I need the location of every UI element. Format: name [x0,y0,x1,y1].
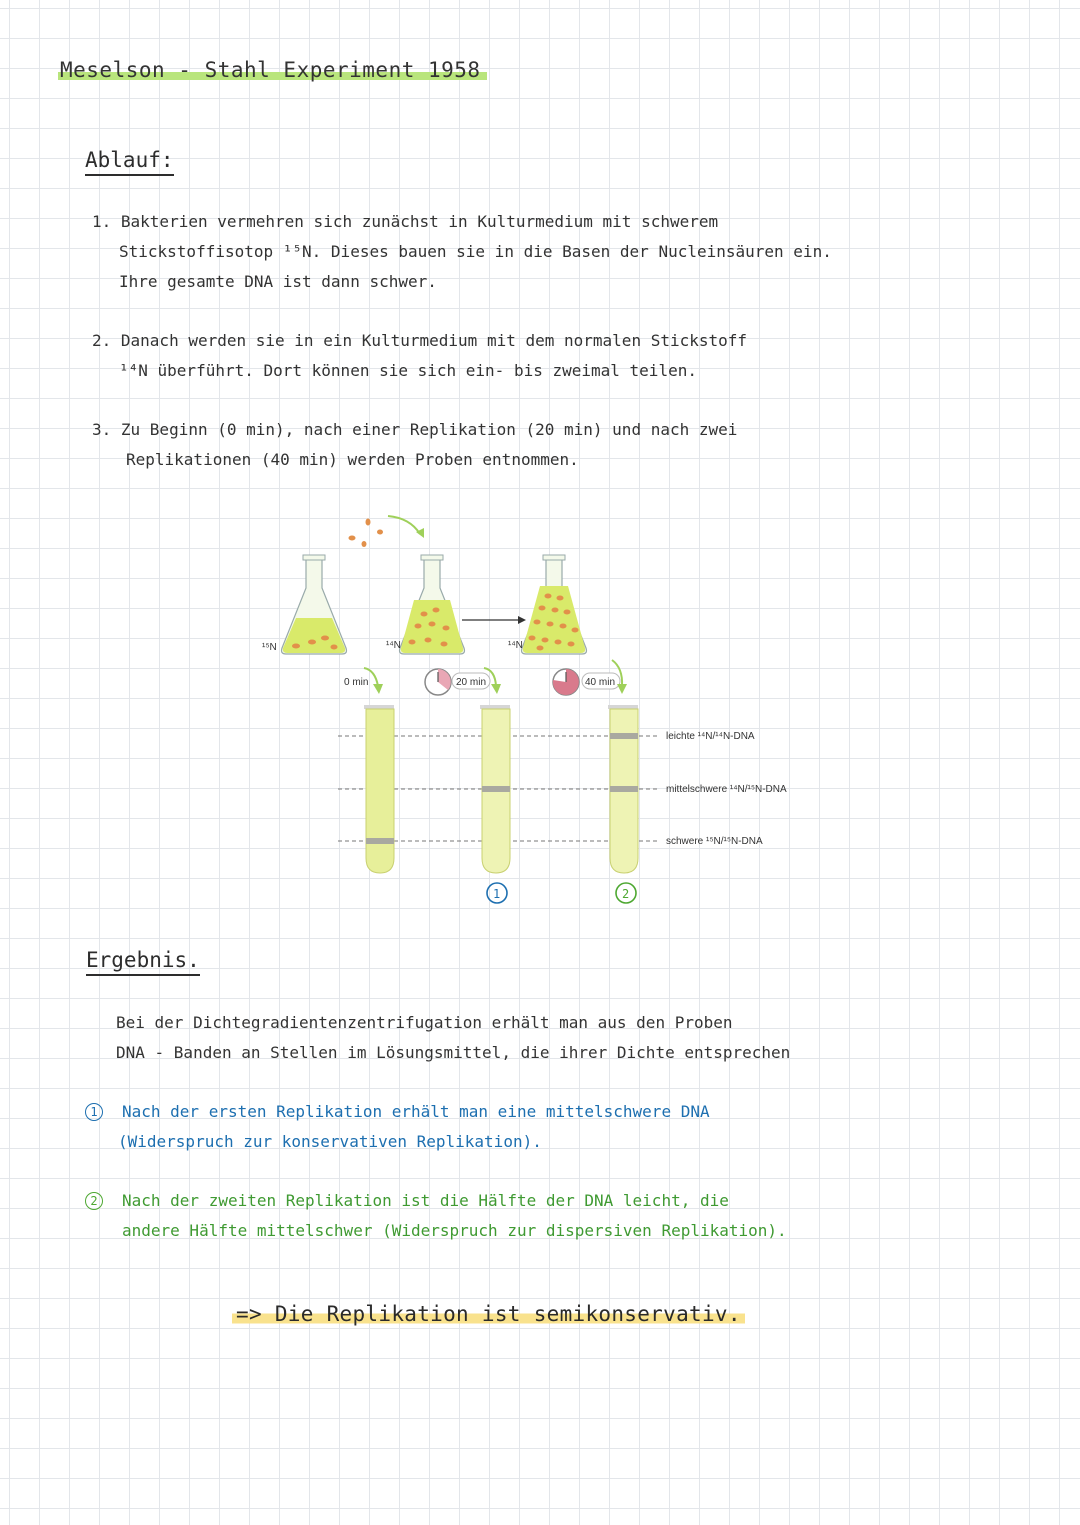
band-intermediate-2 [610,786,638,792]
ergebnis-intro-line-1: Bei der Dichtegradientenzentrifugation erhält man aus den Proben [116,1013,733,1032]
band-intermediate [482,786,510,792]
flask-1 [282,555,347,654]
band-label-intermediate: mittelschwere ¹⁴N/¹⁵N-DNA [666,784,787,795]
step-2-line-1: 2. Danach werden sie in ein Kulturmedium mit dem normalen Stickstoff [92,331,748,350]
step-1-line-2: Stickstoffisotop ¹⁵N. Dieses bauen sie in die Basen der Nucleinsäuren ein. [119,242,832,261]
step-1-line-3: Ihre gesamte DNA ist dann schwer. [119,272,437,291]
point-1-marker: 1 [85,1103,103,1121]
point-2-line-1: Nach der zweiten Replikation ist die Hälfte der DNA leicht, die [122,1191,729,1210]
point-2-marker: 2 [85,1192,103,1210]
meselson-stahl-diagram [0,500,1080,920]
time-label-20: 20 min [456,677,487,688]
point-1-line-2: (Widerspruch zur konservativen Replikation). [118,1132,542,1151]
band-label-light: leichte ¹⁴N/¹⁴N-DNA [666,731,755,742]
time-label-40: 40 min [585,677,616,688]
page-title: Meselson - Stahl Experiment 1958 [58,58,487,82]
conclusion: => Die Replikation ist semikonservativ. [232,1302,745,1326]
point-1-line-1: Nach der ersten Replikation erhält man eine mittelschwere DNA [122,1102,710,1121]
section-heading-ablauf: Ablauf: [85,148,174,176]
flask-1-label: ¹⁵N [262,642,277,653]
step-2-line-2: ¹⁴N überführt. Dort können sie sich ein- bis zweimal teilen. [119,361,697,380]
clock-icon-40min [553,669,579,695]
section-heading-ergebnis: Ergebnis. [86,948,200,976]
step-1-line-1: 1. Bakterien vermehren sich zunächst in Kulturmedium mit schwerem [92,212,719,231]
centrifuge-tube-0min [364,705,394,873]
band-light [610,733,638,739]
tube-marker-1-text: 1 [493,887,501,901]
tube-marker-2-text: 2 [622,887,630,901]
flask-2-label: ¹⁴N [386,640,401,651]
band-heavy [366,838,394,844]
point-2-line-2: andere Hälfte mittelschwer (Widerspruch zur dispersiven Replikation). [122,1221,787,1240]
clock-icon-20min [425,669,451,695]
centrifuge-tube-20min [480,705,510,873]
step-3-line-2: Replikationen (40 min) werden Proben entnommen. [126,450,579,469]
flask-3-label: ¹⁴N [508,640,523,651]
ergebnis-intro-line-2: DNA - Banden an Stellen im Lösungsmittel, die ihrer Dichte entsprechen [116,1043,791,1062]
flask-3 [522,555,587,654]
flask-2 [400,555,465,654]
time-label-0: 0 min [344,677,369,688]
step-3-line-1: 3. Zu Beginn (0 min), nach einer Replikation (20 min) und nach zwei [92,420,738,439]
band-label-heavy: schwere ¹⁵N/¹⁵N-DNA [666,836,763,847]
centrifuge-tube-40min [608,705,638,873]
bacteria-transfer [349,516,425,547]
